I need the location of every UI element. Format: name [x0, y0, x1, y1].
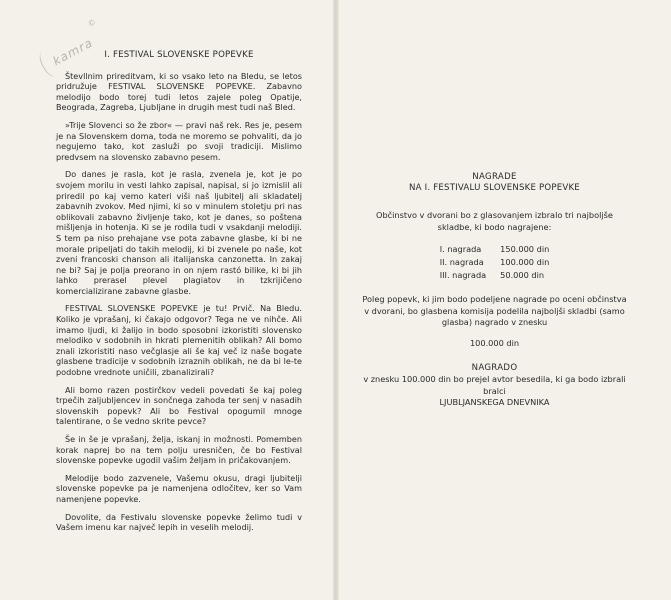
prizes-title: NAGRADE: [472, 172, 517, 182]
paragraph: Dovolite, da Festivalu slovenske popevke želimo tudi v Vašem imenu kar največ lepih in veselih melodij.: [56, 511, 302, 533]
extra-prize-amount: 100.000 din: [469, 338, 520, 349]
paragraph: »Trije Slovenci so že zbor« — pravi naš rek. Res je, pesem je na Slovenskem doma, toda ne moremo se pohvaliti, da jo negujemo tako, kot zasluži po svoji tradiciji. Mislimo predvsem na slovensko zabavno pesem.: [56, 119, 302, 162]
prize-place: I. nagrada: [439, 243, 482, 254]
left-page: [56, 48, 302, 540]
prize-place: II. nagrada: [439, 257, 484, 268]
paragraph: Melodije bodo zazvenele, Vašemu okusu, dragi ljubitelji slovenske popevke pa je namenjena odločitev, ker so Vam namenjene popevke.: [56, 472, 302, 504]
paragraph: Števllnim prireditvam, ki so vsako leto na Bledu, se letos pridružuje FESTIVAL SLOVENSKE POPEVKE. Zabavno melodijo bodo torej tudi letos zajele poleg Opatije, Beograda, Zagreba, Ljubljane in drugih mest tudi naš Bled.: [56, 70, 302, 113]
paragraph: Ali bomo razen postirčkov vedeli povedati še kaj poleg trpečih zaljubljencev in sončnega zahoda ter senj v nasadih slovenskih popevk? Ali bo Festival opogumil mnoge talentirane, o še vedno skrite pevce?: [56, 384, 302, 427]
copyright-icon: ©: [86, 17, 98, 29]
prize-place: III. nagrada: [439, 270, 487, 281]
prize-amount: 150.000 din: [500, 243, 550, 254]
award-text: v znesku 100.000 din bo prejel avtor besedila, ki ga bodo izbrali bralci: [363, 374, 626, 396]
prizes-table: [436, 243, 554, 283]
watermark-text: kamra: [50, 35, 96, 69]
prizes-intro: Občinstvo v dvorani bo z glasovanjem izbralo tri najboljše skladbe, ki bodo nagrajene:: [376, 210, 613, 232]
award-title: NAGRADO: [471, 363, 518, 374]
prizes-subtitle: NA I. FESTIVALU SLOVENSKE POPEVKE: [409, 183, 580, 194]
left-page-title: I. FESTIVAL SLOVENSKE POPEVKE: [104, 50, 254, 60]
prize-row: [436, 269, 554, 282]
prize-row: [436, 256, 554, 269]
award-sponsor: LJUBLJANSKEGA DNEVNIKA: [439, 396, 550, 407]
extra-prize-text: Poleg popevk, ki jim bodo podeljene nagrade po oceni občinstva v dvorani, bo glasbena komisija podelila najboljši skladbi (samo glasba) nagrado v znesku: [362, 294, 627, 327]
paragraph: Do danes je rasla, kot je rasla, zvenela je, kot je po svojem morilu in vesti lahko zapisal, napisal, si jo izmislil ali priredil po kaj vemo kateri viši naš ljubitelj ali skladatelj zabavnih zvokov. Med njimi, ki so v minulem stoletju pri nas oblikovali zabavno življenje tako, kot je danes, so poštena mišljenja in hotenja. Ki se je rodila tudi v vsakdanji melodiji. S tem pa niso prehajane vse pota zabavne glasbe, ki bi ne morale pripeljati do takih melodij, ki bi zvenele po naše, kot zveni francoski chanson ali italijanska canzonetta. In zakaj ne bi? Saj je polja preorano in on njem rastó bilike, ki bi jih lahko prerasel plevel plagiatov in tzkrijičeno komercializirane zabavne glasbe.: [56, 169, 302, 296]
prize-row: [436, 243, 554, 256]
prize-amount: 50.000 din: [500, 270, 545, 281]
page-fold: [333, 0, 339, 600]
paragraph: FESTIVAL SLOVENSKE POPEVKE je tu! Prvič. Na Bledu. Koliko je vprašanj, ki čakajo odgovor? Tega ne ve nihče. Ali imamo ljudi, ki žalijo in bodo sposobni izkoristiti slovensko melodiko v sodobnih in hkrati plemenitih oblikah? Ali bomo znali izkoristiti naso večglasje ali še kaj več iz naše bogate glasbene tradicije v sodobnih izraznih oblikah, ne da bi le-te podobne vrednote uničili, zbanalizirali?: [56, 303, 302, 378]
right-page: [362, 172, 627, 418]
paragraph: Še in še je vprašanj, želja, iskanj in možnosti. Pomemben korak naprej bo na tem polju uresničen, če bo Festival slovenske popevke ugodil vašim željam in pričakovanjem.: [56, 434, 302, 466]
prize-amount: 100.000 din: [500, 257, 550, 268]
